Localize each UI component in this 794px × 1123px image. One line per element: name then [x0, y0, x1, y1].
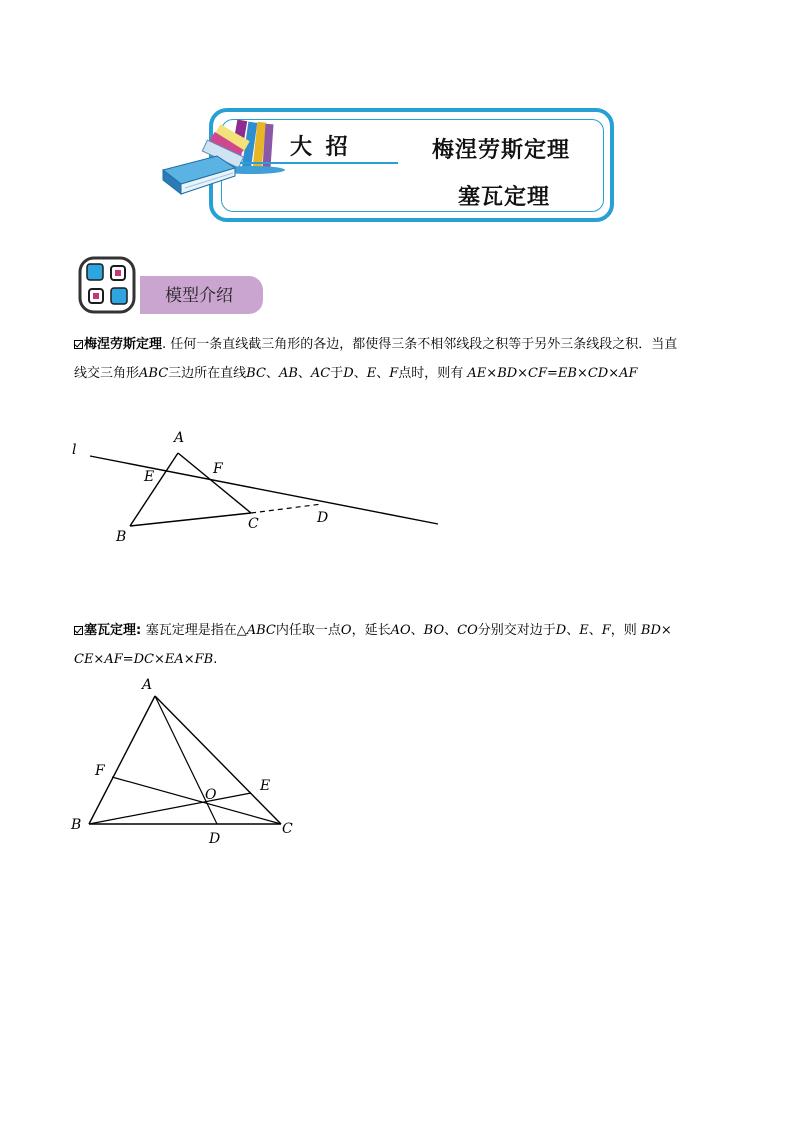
- var-e: E: [579, 623, 589, 638]
- label-d: D: [209, 831, 221, 847]
- cevian-ad: [155, 696, 217, 824]
- separator: 、: [588, 623, 602, 638]
- label-e: E: [260, 778, 271, 794]
- label-f: F: [95, 763, 105, 779]
- menelaus-formula: AE×BD×CF=EB×CD×AF: [467, 366, 638, 381]
- label-a: A: [174, 430, 185, 446]
- checkbox-icon: [74, 340, 83, 349]
- label-c: C: [248, 516, 259, 532]
- var-f: F: [601, 623, 611, 638]
- ceva-text: 分别交对边于: [477, 623, 556, 638]
- section-grid-icon: [78, 256, 138, 314]
- menelaus-line1: 梅涅劳斯定理. 任何一条直线截三角形的各边，都使得三条不相邻线段之积等于另外三条线段之积．当直: [74, 330, 677, 359]
- menelaus-text: 于: [330, 366, 344, 381]
- menelaus-heading: 梅涅劳斯定理: [84, 337, 163, 352]
- side-ab: [130, 453, 178, 526]
- label-l: l: [72, 442, 77, 458]
- ceva-colon: :: [136, 623, 146, 638]
- var-abc: ABC: [246, 623, 276, 638]
- ceva-text: ，延长: [351, 623, 391, 638]
- menelaus-line2: [74, 359, 677, 388]
- menelaus-text: 三边所在直线: [168, 366, 247, 381]
- separator: 、: [410, 623, 424, 638]
- label-o: O: [205, 787, 217, 803]
- var-f: F: [389, 366, 399, 381]
- var-o: O: [340, 623, 352, 638]
- label-b: B: [71, 817, 82, 833]
- ceva-heading: 塞瓦定理: [84, 623, 137, 638]
- menelaus-text: 点时，则有: [398, 366, 464, 381]
- label-d: D: [317, 510, 329, 526]
- var-ac: AC: [310, 366, 331, 381]
- extension-cd: [251, 504, 322, 513]
- books-icon: [155, 118, 285, 200]
- separator: 、: [353, 366, 367, 381]
- section-label: 模型介绍: [165, 286, 233, 306]
- separator: 、: [444, 623, 458, 638]
- label-c: C: [282, 821, 293, 837]
- ceva-formula: CE×AF=DC×EA×FB: [74, 652, 214, 667]
- checkbox-icon: [74, 626, 83, 635]
- transversal-line: [90, 456, 438, 524]
- ceva-text: 内任取一点: [275, 623, 341, 638]
- menelaus-figure: [60, 420, 460, 550]
- menelaus-text: 线交三角形: [74, 366, 140, 381]
- side-ac: [155, 696, 281, 824]
- ceva-text: .: [213, 652, 218, 667]
- separator: 、: [376, 366, 390, 381]
- var-ab: AB: [278, 366, 298, 381]
- label-f: F: [213, 461, 223, 477]
- ceva-text: ，则: [610, 623, 637, 638]
- blue-book-icon: [163, 156, 235, 194]
- ceva-line1: [74, 616, 672, 645]
- menelaus-paragraph: [74, 330, 677, 388]
- ceva-paragraph: [74, 616, 672, 674]
- var-bd: BD×: [640, 623, 672, 638]
- banner-underline: [240, 162, 398, 164]
- ceva-line2: [74, 645, 672, 674]
- cevian-cf: [112, 777, 281, 824]
- label-a: A: [142, 677, 153, 693]
- var-d: D: [343, 366, 354, 381]
- side-ab: [89, 696, 155, 824]
- header-banner: [0, 0, 794, 240]
- banner-tag: 大 招: [290, 134, 351, 160]
- ceva-text: 塞瓦定理是指在△: [145, 623, 247, 638]
- menelaus-text-line1: 任何一条直线截三角形的各边，都使得三条不相邻线段之积等于另外三条线段之积．当直: [170, 337, 678, 352]
- banner-title-line2: 塞瓦定理: [458, 184, 551, 210]
- var-abc: ABC: [139, 366, 169, 381]
- ceva-figure: [60, 672, 320, 852]
- separator: 、: [297, 366, 311, 381]
- banner-title-line1: 梅涅劳斯定理: [432, 137, 571, 163]
- separator: 、: [566, 623, 580, 638]
- var-e: E: [366, 366, 377, 381]
- label-b: B: [116, 529, 127, 545]
- side-bc: [130, 513, 251, 526]
- var-co: CO: [457, 623, 478, 638]
- label-e: E: [144, 469, 155, 485]
- var-ao: AO: [390, 623, 411, 638]
- separator: 、: [265, 366, 279, 381]
- var-d: D: [555, 623, 567, 638]
- var-bo: BO: [423, 623, 445, 638]
- var-bc: BC: [246, 366, 266, 381]
